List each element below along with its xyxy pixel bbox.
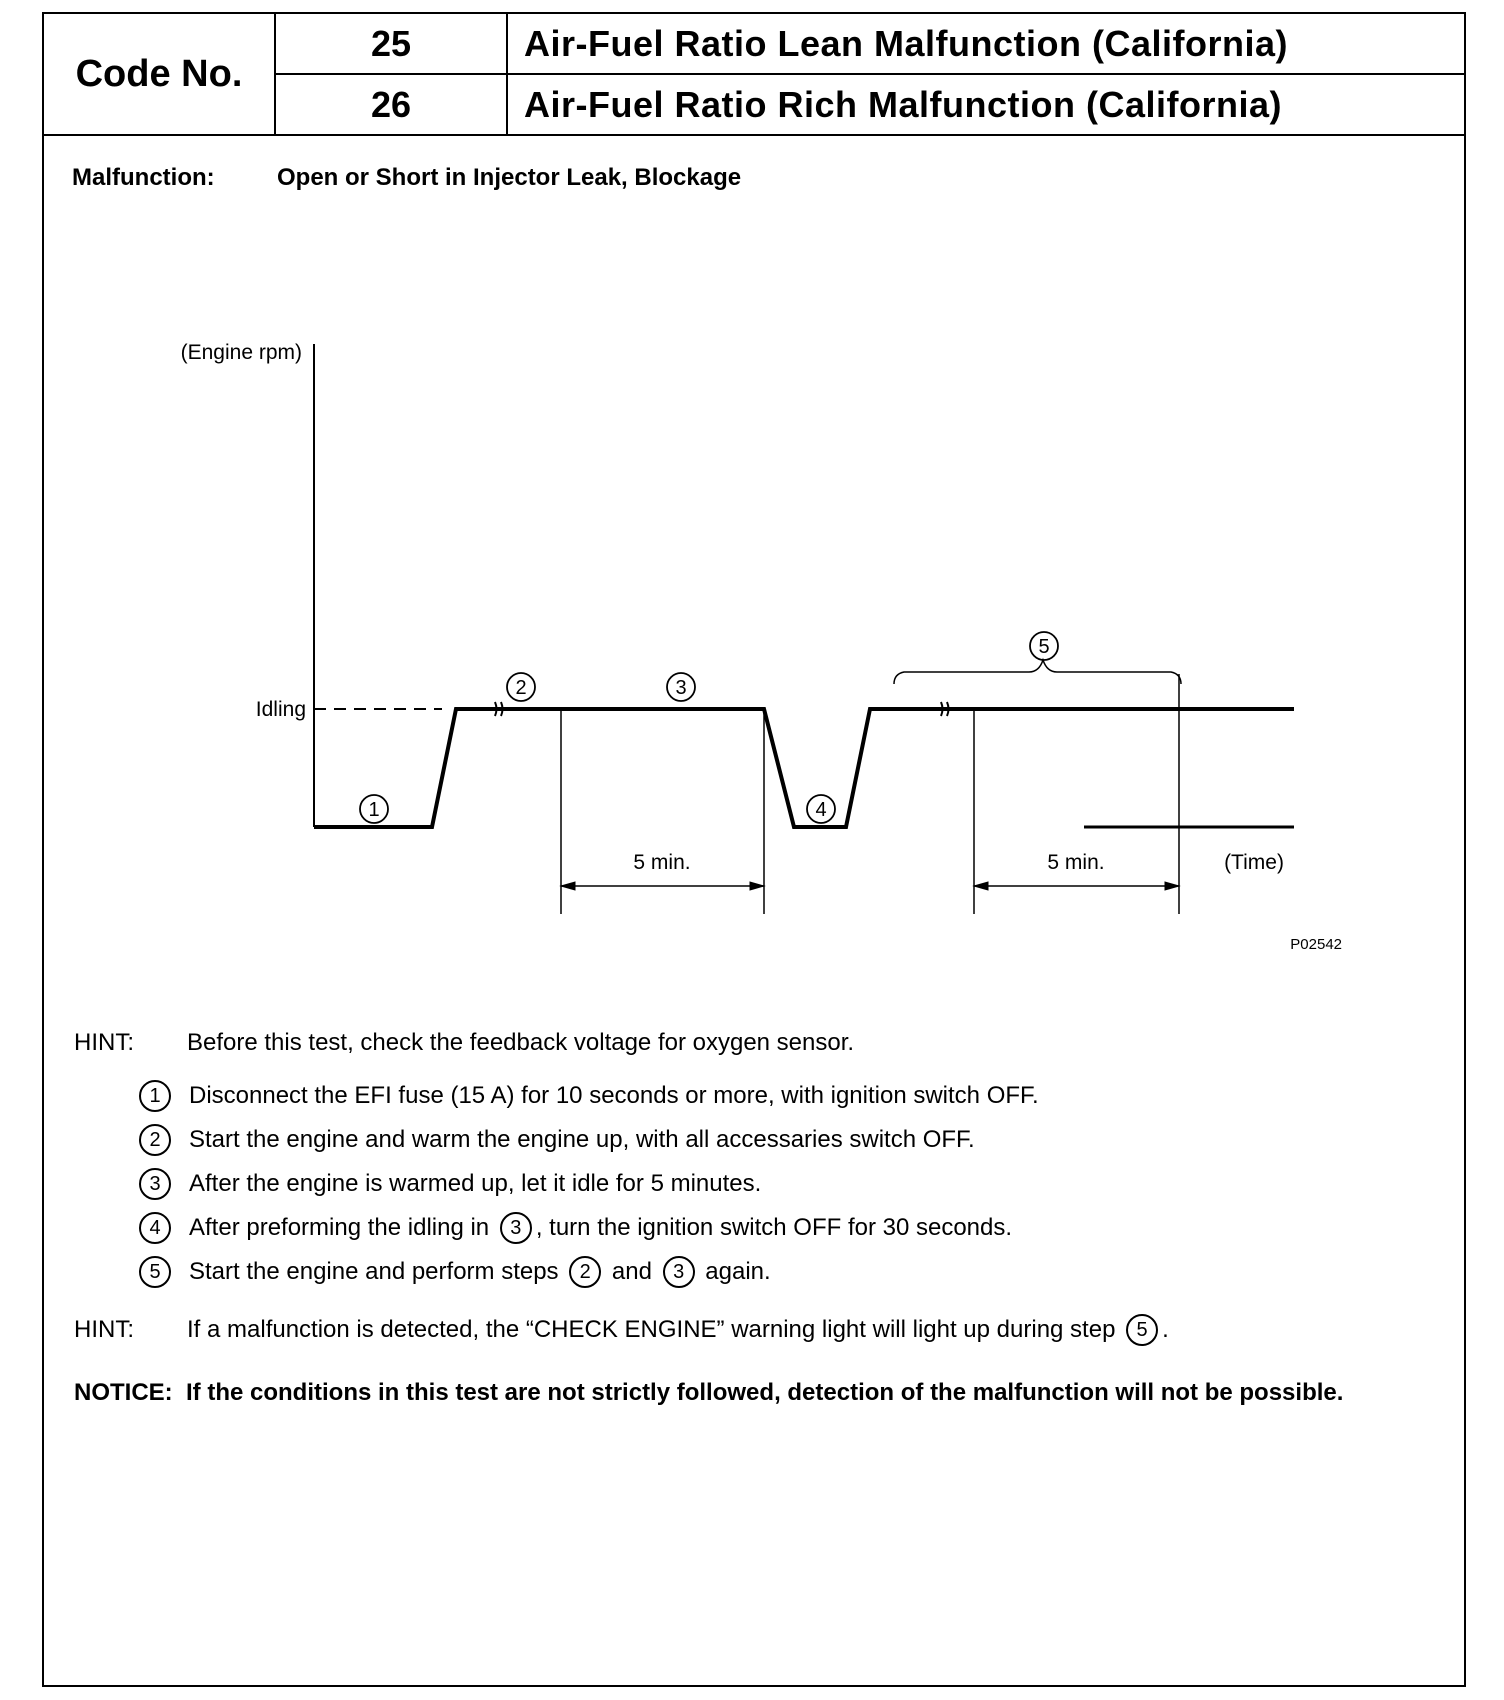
idling-label: Idling [255, 698, 306, 721]
hint-text: Before this test, check the feedback voltage for oxygen sensor. [187, 1029, 855, 1056]
phase-marker-label: 3 [675, 677, 687, 699]
step-item [139, 1074, 1039, 1118]
step-text: again. [705, 1258, 771, 1285]
step-number: 3 [139, 1168, 171, 1200]
arrowhead [1165, 882, 1179, 890]
notice-paragraph [74, 1376, 1454, 1410]
hint-check-engine [74, 1314, 1169, 1346]
rpm-time-chart [44, 14, 1464, 964]
step-number: 4 [139, 1212, 171, 1244]
step-text: After the engine is warmed up, let it idle for 5 minutes. [189, 1170, 762, 1197]
step-ref: 3 [500, 1212, 532, 1244]
arrowhead [561, 882, 575, 890]
phase-marker-label: 1 [368, 799, 380, 821]
code-number: 26 [276, 75, 508, 134]
malfunction-text: Open or Short in Injector Leak, Blockage [277, 164, 742, 191]
step-item [139, 1206, 1039, 1250]
y-axis-label: (Engine rpm) [180, 341, 302, 364]
phase-marker-label: 4 [815, 799, 827, 821]
x-axis-label: (Time) [1224, 851, 1284, 874]
notice-text: If the conditions in this test are not strictly followed, detection of the malfunction will not be possible. [186, 1379, 1344, 1406]
duration-label: 5 min. [1047, 851, 1105, 874]
arrowhead [974, 882, 988, 890]
step-text: Disconnect the EFI fuse (15 A) for 10 seconds or more, with ignition switch OFF. [189, 1082, 1039, 1109]
figure-id: P02542 [1290, 936, 1342, 953]
code-no-label: Code No. [44, 14, 276, 134]
step-number: 2 [139, 1124, 171, 1156]
step-item [139, 1118, 1039, 1162]
page-frame [42, 12, 1466, 1687]
step-number: 5 [139, 1256, 171, 1288]
code-number: 25 [276, 14, 508, 73]
code-description: Air-Fuel Ratio Lean Malfunction (California) [524, 22, 1289, 64]
step-text: and [611, 1258, 652, 1285]
hint-tail: . [1162, 1316, 1169, 1343]
notice-label: NOTICE: [74, 1379, 173, 1406]
step-ref: 5 [1126, 1314, 1158, 1346]
steps-list [139, 1074, 1039, 1294]
code-description: Air-Fuel Ratio Rich Malfunction (California) [524, 83, 1282, 125]
phase-marker-label: 5 [1038, 636, 1050, 658]
phase-marker-label: 2 [515, 677, 527, 699]
step-text: After preforming the idling in [189, 1214, 490, 1241]
duration-label: 5 min. [633, 851, 691, 874]
step-text: , turn the ignition switch OFF for 30 seconds. [535, 1214, 1013, 1241]
step-ref: 3 [663, 1256, 695, 1288]
rpm-trace [314, 709, 1294, 827]
step-text: Start the engine and perform steps [189, 1258, 559, 1285]
step-text: Start the engine and warm the engine up, with all accessaries switch OFF. [189, 1126, 975, 1153]
hint-before-test [74, 1029, 854, 1057]
step-item [139, 1250, 1039, 1294]
arrowhead [750, 882, 764, 890]
step-item [139, 1162, 1039, 1206]
malfunction-label: Malfunction: [72, 164, 215, 191]
step-ref: 2 [569, 1256, 601, 1288]
hint-label: HINT: [74, 1316, 134, 1343]
hint-label: HINT: [74, 1029, 134, 1056]
phase5-brace [894, 660, 1181, 684]
hint-text: If a malfunction is detected, the “CHECK ENGINE” warning light will light up during step [187, 1316, 1116, 1343]
step-number: 1 [139, 1080, 171, 1112]
